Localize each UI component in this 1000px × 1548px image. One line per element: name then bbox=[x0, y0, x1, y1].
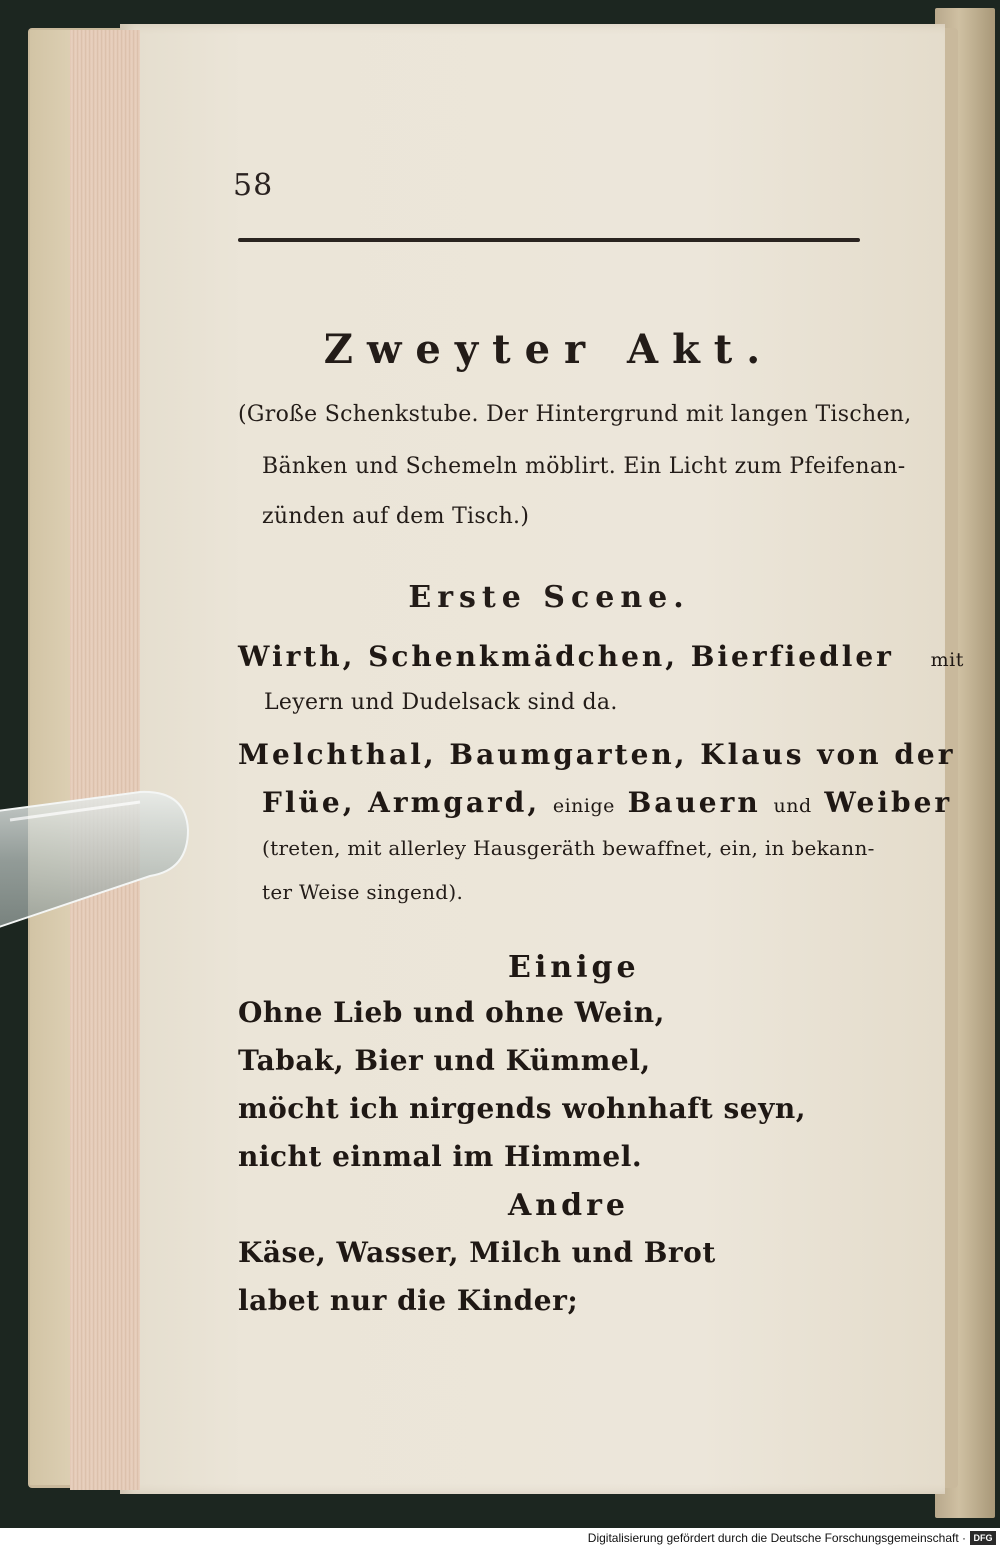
footer-bar bbox=[0, 1528, 1000, 1548]
verse-2-line-2: labet nur die Kinder; bbox=[238, 1284, 579, 1317]
verse-2-line-1: Käse, Wasser, Milch und Brot bbox=[238, 1236, 716, 1269]
cast-names-2: Flüe, Armgard, bbox=[262, 786, 541, 819]
page-stack-left bbox=[30, 30, 75, 1485]
cast-einige: einige bbox=[552, 795, 615, 817]
cast-line-4 bbox=[262, 786, 952, 819]
speaker-einige: Einige bbox=[508, 950, 640, 985]
scene-title: Erste Scene. bbox=[408, 580, 690, 615]
cast-names-1: Wirth, Schenkmädchen, Bierfiedler bbox=[238, 640, 894, 673]
cast-line-5: (treten, mit allerley Hausgeräth bewaffnet, ein, in bekann- bbox=[262, 836, 875, 860]
cast-und: und bbox=[773, 795, 812, 817]
cast-suffix-1: mit bbox=[930, 649, 964, 671]
cast-line-6: ter Weise singend). bbox=[262, 880, 464, 904]
verse-1-line-4: nicht einmal im Himmel. bbox=[238, 1140, 643, 1173]
stage-direction-line-2: Bänken und Schemeln möblirt. Ein Licht zum Pfeifenan- bbox=[262, 454, 906, 479]
verse-1-line-2: Tabak, Bier und Kümmel, bbox=[238, 1044, 651, 1077]
cast-line-2: Leyern und Dudelsack sind da. bbox=[264, 690, 618, 715]
cast-line-1 bbox=[238, 640, 964, 673]
speaker-andre: Andre bbox=[508, 1188, 629, 1223]
stage-direction-line-3: zünden auf dem Tisch.) bbox=[262, 504, 530, 529]
header-rule bbox=[238, 238, 860, 242]
cast-weiber: Weiber bbox=[824, 786, 953, 819]
verse-1-line-1: Ohne Lieb und ohne Wein, bbox=[238, 996, 665, 1029]
stage-direction-line-1: (Große Schenkstube. Der Hintergrund mit langen Tischen, bbox=[238, 402, 912, 427]
act-title: Zweyter Akt. bbox=[323, 326, 775, 373]
verse-1-line-3: möcht ich nirgends wohnhaft seyn, bbox=[238, 1092, 806, 1125]
page-edges bbox=[70, 30, 140, 1490]
page-number: 58 bbox=[233, 168, 274, 203]
cast-line-3: Melchthal, Baumgarten, Klaus von der bbox=[238, 738, 956, 771]
footer-credit: Digitalisierung gefördert durch die Deutsche Forschungsgemeinschaft · bbox=[587, 1531, 966, 1545]
dfg-logo: DFG bbox=[970, 1531, 996, 1545]
cast-bauern: Bauern bbox=[627, 786, 761, 819]
